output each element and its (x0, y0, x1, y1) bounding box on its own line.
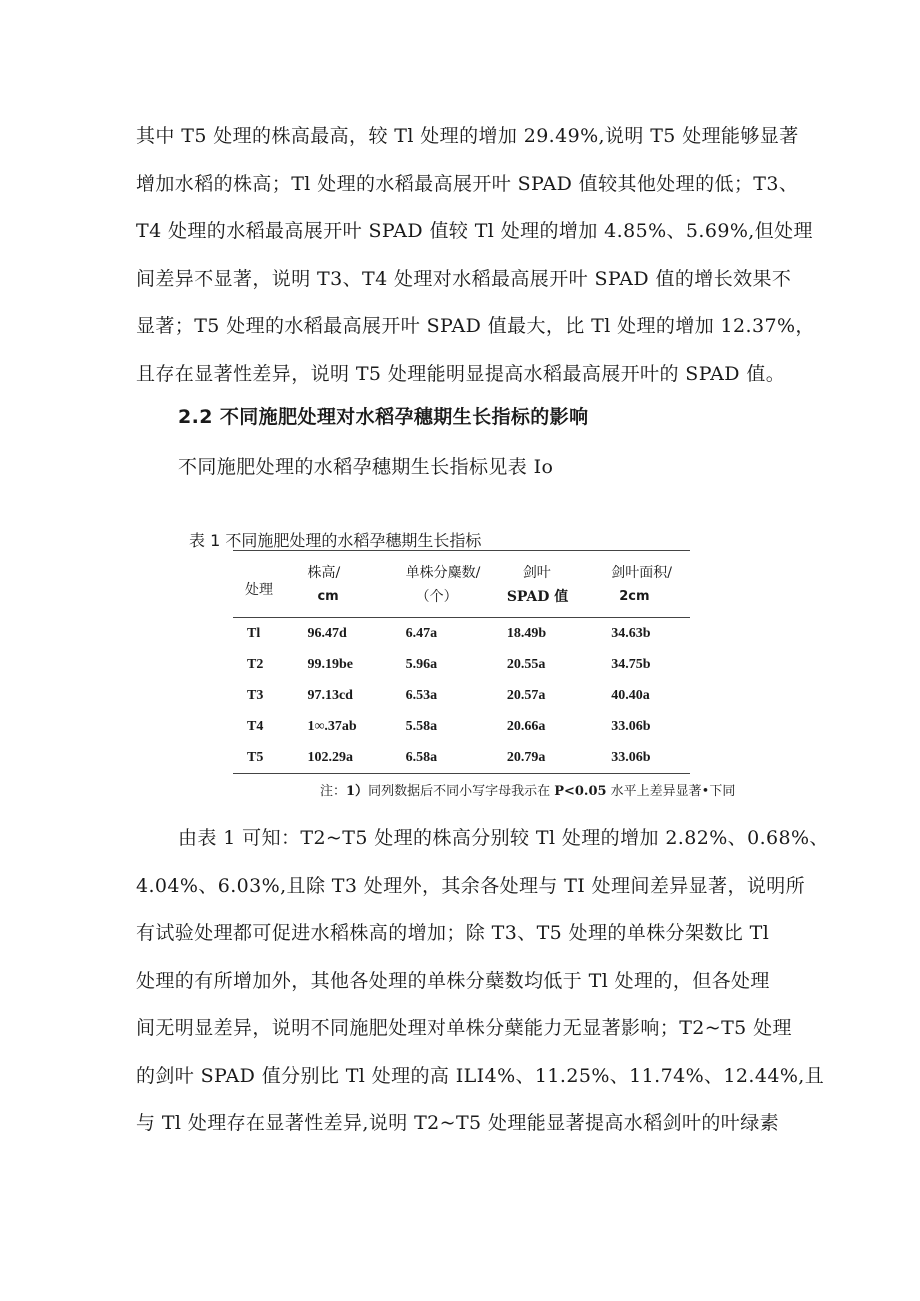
table-cell: 96.47d (307, 625, 347, 641)
header-unit-spad: SPAD 值 (506, 589, 569, 605)
header-unit-leaf-area: 2cm (619, 589, 650, 604)
header-cell-height: 株高/ (307, 565, 341, 581)
table-cell: 18.49b (506, 625, 547, 641)
text-line: 的剑叶 SPAD 值分别比 Tl 处理的高 ILI4%、11.25%、11.74%、12.44%,且 (136, 1064, 825, 1087)
header-unit-tillers: （个） (415, 589, 458, 605)
text-line: 其中 T5 处理的株高最高，较 Tl 处理的增加 29.49%,说明 T5 处理能够显著 (136, 125, 799, 147)
header-cell-tillers: 单株分麋数/ (405, 565, 481, 581)
note-p-value: P<0.05 (554, 784, 607, 799)
header-cell-treatment: 处理 (245, 582, 273, 598)
text-line: 间差异不显著，说明 T3、T4 处理对水稻最高展开叶 SPAD 值的增长效果不 (136, 267, 792, 290)
text-line: 增加水稻的株高；Tl 处理的水稻最高展开叶 SPAD 值较其他处理的低；T3、 (136, 172, 799, 195)
paragraph-1 (136, 113, 815, 398)
table-cell: 34.75b (611, 656, 651, 672)
table-header-row (233, 551, 690, 586)
table-cell: T5 (247, 749, 264, 765)
note-text-part2: 水平上差异显著•下同 (606, 784, 736, 799)
data-table-container (233, 550, 690, 774)
table-cell: 20.55a (506, 656, 546, 672)
table-cell: 33.06b (611, 749, 651, 765)
table-cell: 5.96a (405, 656, 438, 672)
data-table (233, 550, 690, 774)
table-cell: 97.13cd (307, 687, 353, 703)
intro-sentence: 不同施肥处理的水稻孕穗期生长指标见表 Io (178, 456, 554, 478)
note-number: 1） (346, 784, 369, 799)
text-line: 与 Tl 处理存在显著性差异,说明 T2~T5 处理能显著提高水稻剑叶的叶绿素 (136, 1112, 779, 1134)
table-cell: 20.57a (506, 687, 546, 703)
note-prefix: 注： (320, 784, 347, 799)
table-cell: 6.53a (405, 687, 438, 703)
note-text-part1: 同列数据后不同小写字母我示在 (368, 784, 555, 799)
table-cell: 99.19be (307, 656, 353, 672)
table-row (233, 649, 690, 680)
table-cell: 20.79a (506, 749, 546, 765)
header-cell-spad: 剑叶 (522, 565, 551, 581)
table-cell: 6.58a (405, 749, 438, 765)
table-cell: 102.29a (307, 749, 353, 765)
table-cell: 6.47a (405, 625, 438, 641)
table-cell: 34.63b (611, 625, 651, 641)
text-line: 且存在显著性差异，说明 T5 处理能明显提高水稻最高展开叶的 SPAD 值。 (136, 362, 786, 385)
table-cell: 5.58a (405, 718, 438, 734)
paragraph-2 (136, 815, 829, 1148)
text-line: 间无明显差异，说明不同施肥处理对单株分蘖能力无显著影响；T2~T5 处理 (136, 1017, 792, 1039)
table-row (233, 742, 690, 774)
text-line: 处理的有所增加外，其他各处理的单株分蘖数均低于 Tl 处理的，但各处理 (136, 969, 770, 992)
table-caption: 表 1 不同施肥处理的水稻孕穗期生长指标 (189, 531, 482, 550)
text-line: 显著；T5 处理的水稻最高展开叶 SPAD 值最大，比 Tl 处理的增加 12.37%， (136, 315, 815, 337)
table-cell: 20.66a (506, 718, 546, 734)
table-cell: Tl (247, 625, 261, 641)
table-cell: 1∞.37ab (307, 718, 357, 734)
table-row (233, 680, 690, 711)
text-line: 有试验处理都可促进水稻株高的增加；除 T3、T5 处理的单株分架数比 Tl (136, 922, 770, 944)
text-line: 由表 1 可知：T2~T5 处理的株高分别较 Tl 处理的增加 2.82%、0.68%、 (178, 827, 829, 849)
text-line: 4.04%、6.03%,且除 T3 处理外，其余各处理与 TI 处理间差异显著，说明所 (136, 874, 806, 897)
table-cell: T2 (247, 656, 264, 672)
table-row (233, 618, 690, 650)
text-line: T4 处理的水稻最高展开叶 SPAD 值较 Tl 处理的增加 4.85%、5.69%,但处理 (136, 220, 813, 242)
table-row (233, 711, 690, 742)
table-cell: 40.40a (611, 687, 650, 703)
table-note (320, 780, 735, 799)
table-cell: 33.06b (611, 718, 651, 734)
header-unit-height: cm (317, 589, 339, 604)
table-cell: T4 (247, 718, 264, 734)
table-cell: T3 (247, 687, 264, 703)
section-heading: 2.2 不同施肥处理对水稻孕穗期生长指标的影响 (178, 406, 589, 428)
header-cell-leaf-area: 剑叶面积/ (611, 565, 672, 581)
